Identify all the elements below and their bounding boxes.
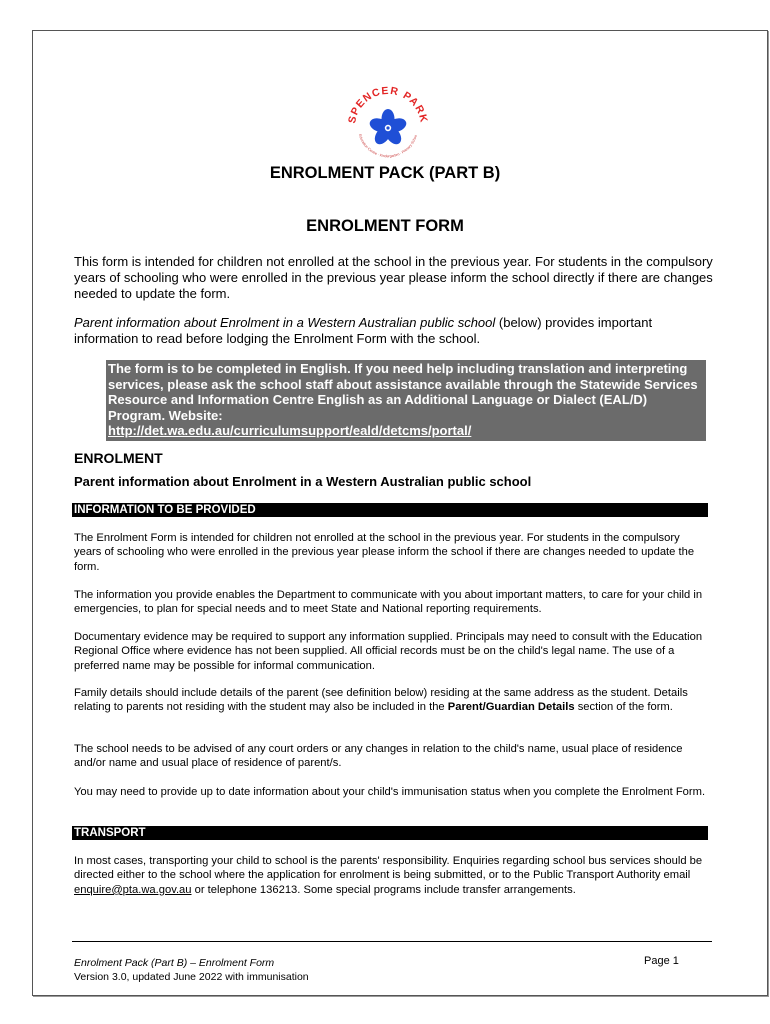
flower-icon bbox=[368, 109, 408, 147]
parent-info-italic: Parent information about Enrolment in a Western Australian public school bbox=[74, 315, 496, 330]
form-title: ENROLMENT FORM bbox=[306, 217, 464, 235]
info-paragraph-1: The Enrolment Form is intended for children not enrolled at the school in the previous year. For students in the compulsory years of schooling who were enrolled in the previous year please inform the school if there are changes needed to update the form. bbox=[74, 532, 695, 573]
logo-name-text: SPENCER PARK bbox=[346, 85, 430, 125]
parent-info-paragraph bbox=[74, 315, 714, 347]
transport-section-bar: TRANSPORT bbox=[72, 826, 708, 840]
info-paragraph-4 bbox=[74, 686, 710, 715]
pack-title: ENROLMENT PACK (PART B) bbox=[269, 164, 501, 182]
footer-page-number: Page 1 bbox=[644, 955, 679, 967]
enrolment-subheading: Parent information about Enrolment in a Western Australian public school bbox=[74, 474, 532, 489]
eal-notice-box bbox=[106, 360, 706, 441]
transport-paragraph bbox=[74, 854, 710, 897]
logo-tagline-text: Education Centre · Kindergarten · Primary Schoo bbox=[357, 133, 418, 159]
info-paragraph-6: You may need to provide up to date information about your child's immunisation status when you complete the Enrolment Form. bbox=[74, 786, 706, 798]
eal-notice-text: The form is to be completed in English. If you need help including translation and interpreting services, please ask the school staff about assistance available through the Statewide Services Resource and Information Centre English as an Additional Language or Dialect (EAL/D) Program. Website: bbox=[108, 361, 698, 423]
info-paragraph-3: Documentary evidence may be required to support any information supplied. Principals may need to consult with the Education Regional Office where evidence has not been supplied. All official records must be on the child's legal name. The use of a preferred name may be possible for informal communication. bbox=[74, 631, 703, 672]
information-section-bar: INFORMATION TO BE PROVIDED bbox=[72, 503, 708, 517]
pta-email-link[interactable]: enquire@pta.wa.gov.au bbox=[74, 883, 192, 896]
intro-paragraph: This form is intended for children not enrolled at the school in the previous year. For students in the compulsory years of schooling who were enrolled in the previous year please inform the school directly if there are changes needed to update the form. bbox=[74, 254, 713, 301]
info-paragraph-4-bold: Parent/Guardian Details bbox=[447, 701, 575, 714]
footer-info bbox=[74, 956, 309, 984]
footer-divider bbox=[72, 941, 712, 942]
info-paragraph-2: The information you provide enables the Department to communicate with you about important matters, to care for your child in emergencies, to plan for special needs and to meet State and National reporting requirements. bbox=[74, 589, 703, 616]
transport-paragraph-start: In most cases, transporting your child to school is the parents' responsibility. Enquiries regarding school bus services should be directed either to the school where the application for enrolment is being submitted, or to the Public Transport Authority email bbox=[74, 855, 703, 882]
info-paragraph-4-start: Family details should include details of the parent (see definition below) residing at the same address as the student. Details relating to parents not residing with the student may also be included in the bbox=[74, 687, 688, 714]
info-paragraph-4-end: section of the form. bbox=[574, 701, 673, 714]
enrolment-heading: ENROLMENT bbox=[74, 450, 163, 466]
footer-doc-title: Enrolment Pack (Part B) – Enrolment Form bbox=[74, 957, 275, 969]
eal-website-link[interactable]: http://det.wa.edu.au/curriculumsupport/eald/detcms/portal/ bbox=[108, 423, 472, 438]
transport-paragraph-end: or telephone 136213. Some special programs include transfer arrangements. bbox=[191, 883, 576, 896]
info-paragraph-5: The school needs to be advised of any court orders or any changes in relation to the child's name, usual place of residence and/or name and usual place of residence of parent/s. bbox=[74, 743, 683, 770]
school-logo bbox=[343, 85, 433, 165]
parent-info-rest: (below) provides important information to read before lodging the Enrolment Form with the school. bbox=[74, 315, 653, 346]
footer-version: Version 3.0, updated June 2022 with immunisation bbox=[74, 971, 309, 983]
